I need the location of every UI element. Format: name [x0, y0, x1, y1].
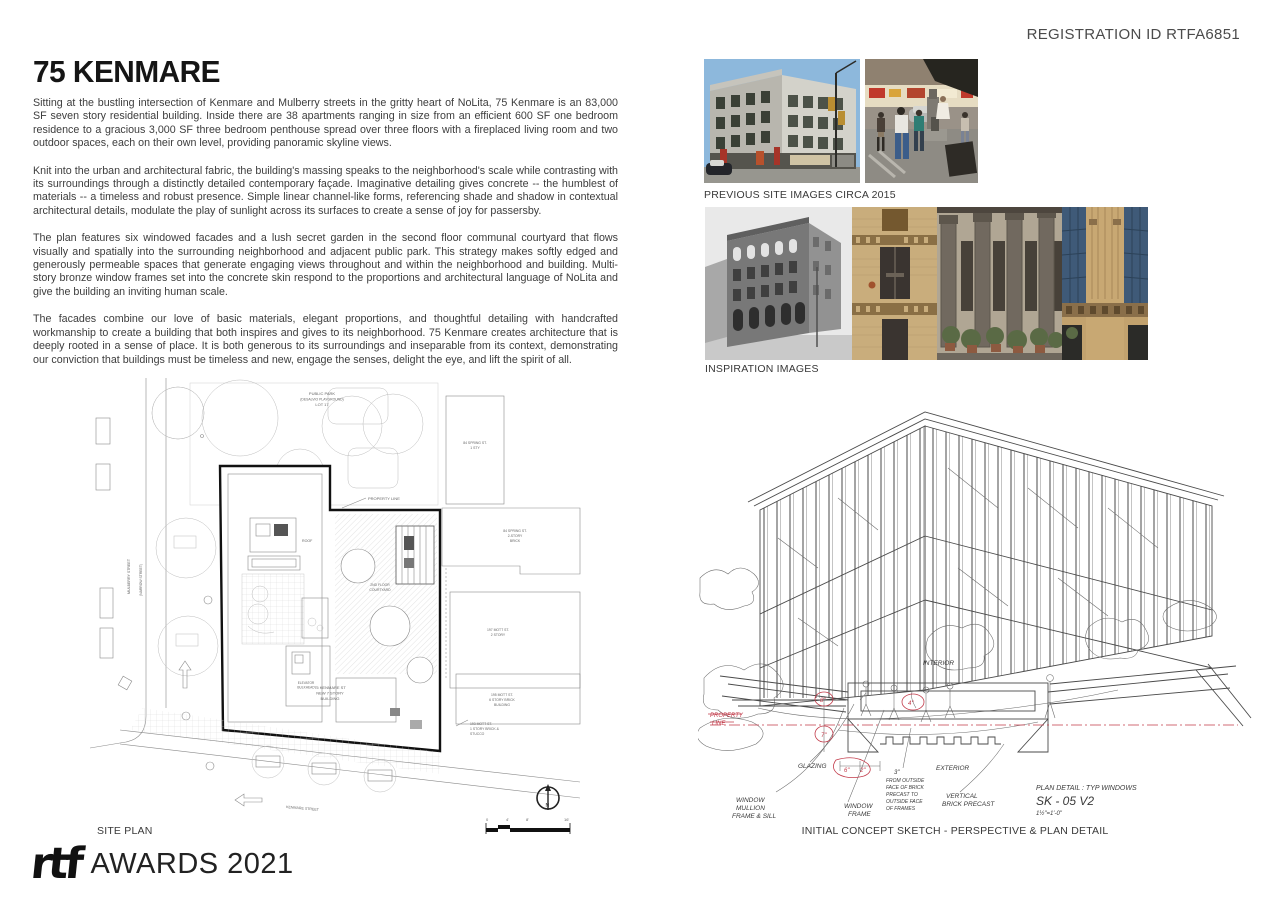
scale-tick: 4': [506, 817, 509, 822]
intro-paragraph: The facades combine our love of basic materials, elegant proportions, and thoughtful detailing with handcrafted workmanship to create a building that both inspires and gives to its neighborhood. 75 Kenmare creates architecture that is deeply rooted in a sense of place. It is both generous to its surroundings and inseparable from its context, demonstrating our conviction that buildings must be timeless and new, engage the senses, delight the eye, and lift the spirit of all.: [33, 313, 618, 366]
kenmare-building-label-2: NEW 7 STORY: [316, 690, 344, 696]
sheet-number: SK - 05 V2: [1036, 794, 1095, 808]
concept-sketch-label: INITIAL CONCEPT SKETCH - PERSPECTIVE & PLAN DETAIL: [801, 825, 1109, 837]
photo-corner-building-graphic: [704, 59, 860, 183]
neighbor-label: BRICK: [509, 539, 521, 543]
previous-site-images-label: PREVIOUS SITE IMAGES CIRCA 2015: [704, 189, 896, 201]
kenmare-building-label-1: 75 KENMARE ST: [314, 685, 346, 690]
plan-label: LOT 17: [315, 402, 329, 407]
neighbor-buildings: [442, 396, 580, 736]
scale-tick: 0: [486, 817, 489, 822]
neighbor-label: 193 MOTT ST.: [470, 722, 492, 726]
neighbor-label: 2-STORY: [507, 534, 523, 538]
previous-site-photo-corner-building: [704, 59, 860, 183]
note-line: FROM OUTSIDE: [886, 778, 925, 784]
street-label-mulberry: MULBERRY STREET: [127, 558, 131, 594]
dim-2: 2": [860, 768, 866, 774]
street-tree: [252, 746, 284, 778]
scale-tick: 8': [526, 817, 529, 822]
street-label-mulberry-2: (NARROW STREET): [139, 563, 143, 596]
intro-text-block: [33, 97, 618, 381]
sheet-scale: 1½"=1'-0": [1036, 811, 1062, 817]
dim-6: 6": [844, 768, 850, 774]
neighbor-label: 1 STY: [470, 446, 480, 450]
photo-street-scene-graphic: [865, 59, 978, 183]
elevator-label-1: ELEVATOR: [297, 681, 315, 685]
scale-bar: [486, 817, 570, 834]
note-line: OF FRAMES: [886, 806, 916, 812]
neighbor-label: BUILDING: [493, 703, 511, 707]
neighbor-label: STUCCO: [470, 732, 485, 736]
note-3in: 3": [894, 770, 900, 776]
neighbor-label: 197 MOTT ST.: [487, 628, 509, 632]
neighbor-label: 84 SPRING ST.: [463, 441, 487, 445]
footer-logo-block: [28, 839, 294, 889]
window-frame-label-1: WINDOW: [844, 803, 873, 810]
awards-2021-label: AWARDS 2021: [90, 848, 294, 880]
previous-site-photo-street-scene: [865, 59, 978, 183]
vertical-precast-label-2: BRICK PRECAST: [942, 801, 995, 808]
page-title: 75 KENMARE: [33, 54, 221, 89]
registration-id: REGISTRATION ID RTFA6851: [1026, 26, 1240, 43]
inspiration-photo-historic-building: [705, 207, 852, 360]
vertical-precast-label-1: VERTICAL: [946, 793, 978, 800]
inspiration-images-strip: [705, 207, 1148, 360]
north-label: N: [545, 803, 550, 809]
exterior-label: EXTERIOR: [936, 765, 970, 772]
plan-label: (DESALVIO PLAYGROUND): [300, 397, 344, 402]
inspiration-images-label: INSPIRATION IMAGES: [705, 363, 819, 375]
glazing-label: GLAZING: [798, 763, 827, 770]
precast-note: [886, 770, 925, 812]
courtyard-area: [335, 514, 437, 683]
concept-sketch-drawing: [698, 378, 1255, 822]
kenmare-building-label-3: BUILDING: [320, 696, 340, 701]
site-plan-drawing: [90, 378, 582, 838]
note-line: OUTSIDE FACE: [886, 799, 923, 805]
intro-paragraph: Knit into the urban and architectural fabric, the building's massing speaks to the neighborhood's scale while contrasting with its surroundings through a distinctly detailed contemporary façade. Imaginative detailing gives concrete -- the humblest of materials -- a timeless and robust presence. Simple linear channel-like forms, referencing shade and shadow in contextual architectural details, modulate the play of sunlight across its surfaces to create a sense of joy for passersby.: [33, 164, 618, 217]
note-line: PRECAST TO: [886, 792, 918, 798]
property-line-label: PROPERTY LINE: [368, 496, 400, 501]
dim-7: 7": [821, 733, 827, 739]
courtyard-label-2: COURTYARD: [369, 588, 391, 592]
traffic-arrow-up: [179, 661, 191, 688]
roof-label: ROOF: [302, 539, 313, 543]
note-line: FACE OF BRICK: [886, 785, 924, 791]
window-mullion-label-2: MULLION: [736, 805, 765, 812]
interior-label: INTERIOR: [923, 660, 955, 667]
site-plan-label: SITE PLAN: [97, 825, 153, 837]
historic-building-graphic: [705, 207, 852, 360]
north-arrow: [537, 784, 559, 810]
plan-detail-title: PLAN DETAIL : TYP WINDOWS: [1036, 785, 1137, 792]
pergola: [396, 526, 434, 584]
rtf-logo: rtf: [28, 839, 83, 889]
property-label-1: PROPERTY: [710, 713, 743, 719]
stone-columns-graphic: [937, 207, 1062, 360]
perspective-building: [738, 398, 1238, 706]
inspiration-photo-artdeco-pier: [1062, 207, 1148, 360]
window-mullion-label-1: WINDOW: [736, 797, 765, 804]
dim-8: 8": [820, 698, 826, 704]
scale-tick: 16': [564, 817, 570, 822]
neighbor-label: 6 STORY BRICK: [489, 698, 515, 702]
window-mullion-label-3: FRAME & SILL: [732, 813, 777, 820]
neighbor-label: 195 MOTT ST.: [491, 693, 513, 697]
street-label-kenmare: KENMARE STREET: [285, 805, 320, 812]
inspiration-photo-stone-columns: [937, 207, 1062, 360]
traffic-arrow-left: [235, 794, 262, 806]
artdeco-pier-graphic: [1062, 207, 1148, 360]
plan-label: PUBLIC PARK: [308, 391, 336, 396]
neighbor-label: 84 SPRING ST.: [503, 529, 527, 533]
intro-paragraph: Sitting at the bustling intersection of Kenmare and Mulberry streets in the gritty heart of NoLita, 75 Kenmare is an 83,000 SF seven story residential building. Inside there are 38 apartments ranging in size from an efficient 600 SF one bedroom residence to a gracious 3,000 SF three bedroom penthouse spread over three floors with a fireplaced living room and two outdoor spaces, each on their own level, providing panoramic skyline views.: [33, 97, 618, 150]
inspiration-photo-brick-facade: [852, 207, 937, 360]
property-line-annotation: [708, 713, 1238, 727]
window-frame-label-2: FRAME: [848, 811, 871, 818]
courtyard-label-1: 2ND FLOOR: [370, 583, 390, 587]
elevator-label-2: BULKHEAD: [297, 685, 315, 690]
red-dimension-bubbles: [815, 692, 924, 778]
property-label-2: LINE: [712, 721, 726, 727]
intro-paragraph: The plan features six windowed facades and a lush secret garden in the second floor communal courtyard that flows visually and spatially into the surrounding neighborhood and adjacent public park. This strategy makes softly edged and generously permeable spaces that generate engaging views throughout and within the neighborhood and building. Multi-story bronze window frames set into the concrete skin respond to the proportions and architectural language of NoLita and give the building an inviting human scale.: [33, 232, 618, 298]
brick-facade-graphic: [852, 207, 937, 360]
neighbor-label: 1 STORY BRICK &: [470, 727, 499, 731]
neighbor-label: 2 STORY: [490, 633, 506, 637]
dim-4: 4": [908, 701, 914, 707]
